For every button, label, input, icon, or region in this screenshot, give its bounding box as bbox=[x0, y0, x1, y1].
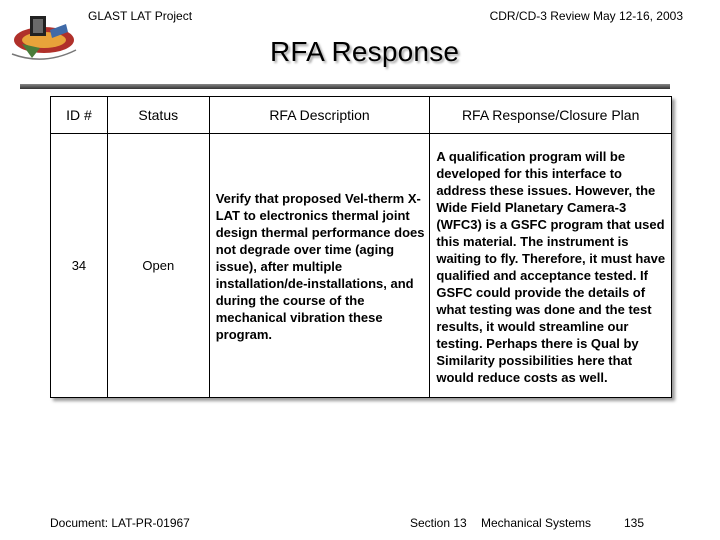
footer-page-number: 135 bbox=[624, 516, 645, 530]
cell-id: 34 bbox=[51, 134, 108, 398]
cell-description: Verify that proposed Vel-therm X-LAT to electronics thermal joint design thermal performance does not degrade over time (aging issue), after multiple installation/de-installations, and during the course of the mechanical vibration these program. bbox=[209, 134, 430, 398]
cell-status: Open bbox=[107, 134, 209, 398]
project-name: GLAST LAT Project bbox=[88, 9, 193, 23]
footer-document: Document: LAT-PR-01967 bbox=[50, 516, 190, 530]
header-id: ID # bbox=[51, 97, 108, 134]
table-header-row bbox=[51, 97, 672, 134]
table-row bbox=[51, 134, 672, 398]
title-rule bbox=[20, 84, 670, 89]
footer-section: Section 13 bbox=[410, 516, 467, 530]
glast-logo bbox=[10, 10, 78, 66]
page-title: RFA Response bbox=[270, 36, 460, 67]
footer-system: Mechanical Systems bbox=[481, 516, 592, 530]
header-status: Status bbox=[107, 97, 209, 134]
cell-response: A qualification program will be developed for this interface to address these issues. However, the Wide Field Planetary Camera-3 (WFC3) is a GSFC program that used this material. The instrument is waiting to fly. Therefore, it must have qualified and acceptance tested. If GSFC could provide the details of what testing was done and the test results, it would streamline our testing. Perhaps there is Qual by Similarity possibilities here that would reduce costs as well. bbox=[430, 134, 672, 398]
review-name: CDR/CD-3 Review May 12-16, 2003 bbox=[489, 9, 683, 23]
header-description: RFA Description bbox=[209, 97, 430, 134]
header-response: RFA Response/Closure Plan bbox=[430, 97, 672, 134]
rfa-table bbox=[50, 96, 672, 398]
